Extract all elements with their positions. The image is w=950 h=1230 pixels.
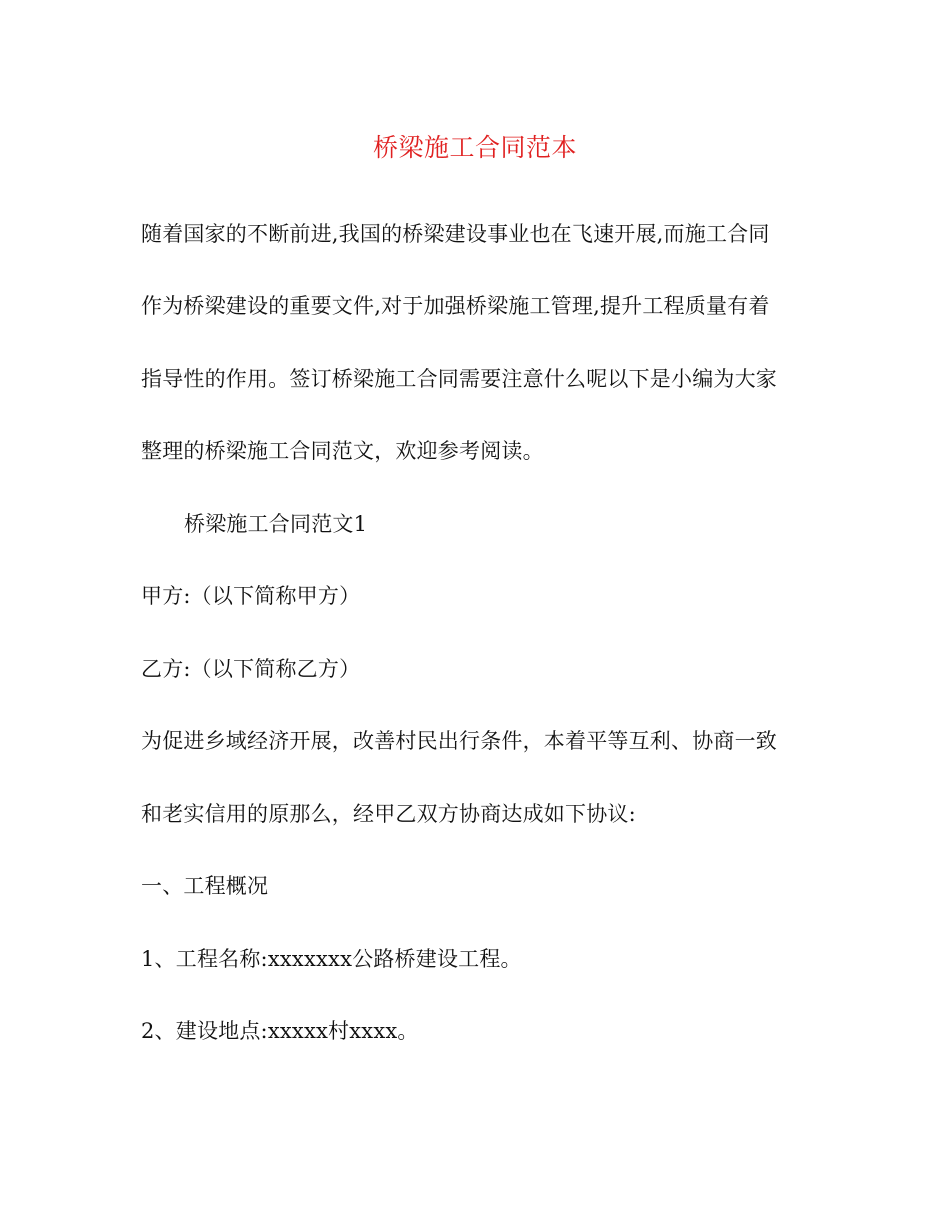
clause-item-2: 2、建设地点:xxxxx村xxxx。 bbox=[141, 1019, 419, 1043]
section-heading: 桥梁施工合同范文1 bbox=[184, 512, 368, 536]
intro-line-1: 随着国家的不断前进,我国的桥梁建设事业也在飞速开展,而施工合同 bbox=[141, 222, 770, 246]
party-a-line: 甲方:（以下简称甲方） bbox=[141, 584, 361, 608]
clause-item-1: 1、工程名称:xxxxxxx公路桥建设工程。 bbox=[141, 947, 522, 971]
preamble-line-2: 和老实信用的原那么，经甲乙双方协商达成如下协议: bbox=[141, 802, 636, 826]
preamble-line-1: 为促进乡域经济开展，改善村民出行条件，本着平等互利、协商一致 bbox=[141, 729, 777, 753]
party-b-line: 乙方:（以下简称乙方） bbox=[141, 657, 361, 681]
intro-line-3: 指导性的作用。签订桥梁施工合同需要注意什么呢以下是小编为大家 bbox=[141, 367, 777, 391]
clause-heading: 一、工程概况 bbox=[141, 874, 269, 898]
intro-line-2: 作为桥梁建设的重要文件,对于加强桥梁施工管理,提升工程质量有着 bbox=[141, 294, 770, 318]
intro-line-4: 整理的桥梁施工合同范文，欢迎参考阅读。 bbox=[141, 439, 544, 463]
document-title: 桥梁施工合同范本 bbox=[372, 133, 577, 162]
